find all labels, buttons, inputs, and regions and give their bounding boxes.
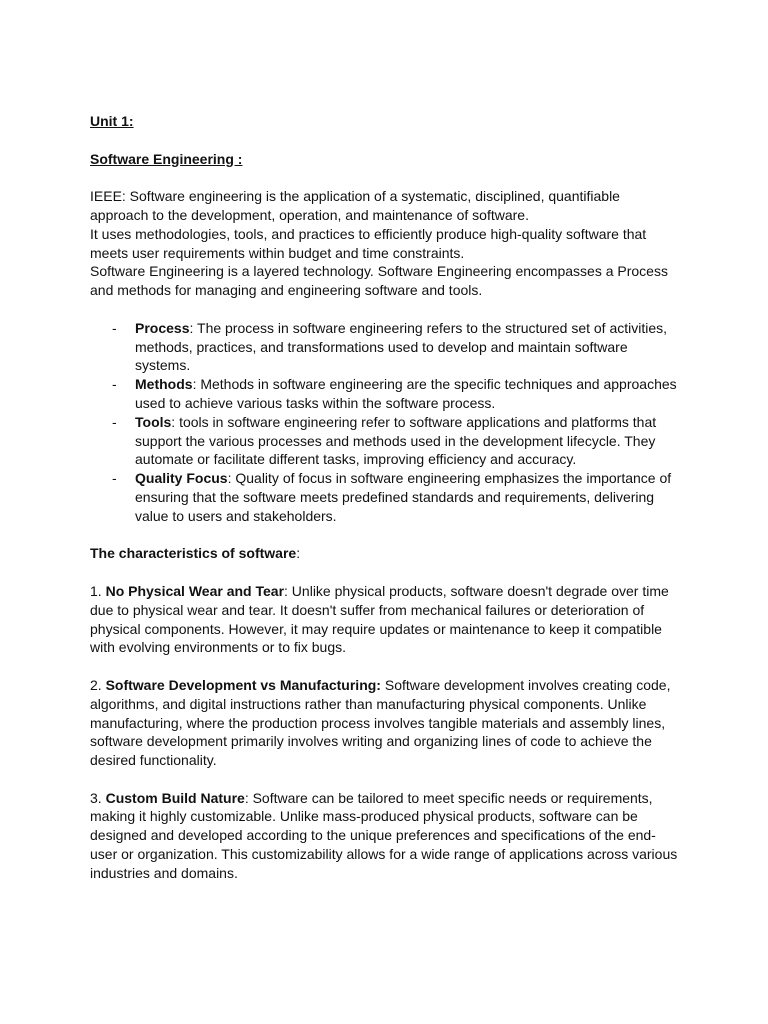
document-page: [90, 112, 682, 901]
characteristic-item-2: [90, 676, 682, 770]
term-custom-build: Custom Build Nature: [105, 789, 245, 806]
definition-methods: : Methods in software engineering are the specific techniques and approaches used to achieve various tasks within the software process.: [135, 376, 677, 411]
term-tools: Tools: [135, 413, 172, 430]
software-engineering-heading: Software Engineering :: [90, 150, 243, 167]
list-item-quality-focus: [90, 469, 682, 525]
unit-heading: Unit 1:: [90, 113, 134, 129]
definition-tools: : tools in software engineering refer to software applications and platforms that support the various processes and methods used in the development lifecycle. They automate or facilitate different tasks, improving efficiency and accuracy.: [135, 413, 657, 468]
dash-marker: -: [112, 470, 117, 487]
characteristics-heading-bold: The characteristics of software: [90, 545, 297, 562]
definition-process: : The process in software engineering refers to the structured set of activities, methods, practices, and transformations used to develop and maintain software systems.: [135, 319, 668, 374]
definition-quality-focus: : Quality of focus in software engineering emphasizes the importance of ensuring that the software meets predefined standards and requirements, delivering value to users and stakeholders.: [135, 470, 672, 524]
intro-section: [90, 187, 682, 300]
term-no-physical-wear: No Physical Wear and Tear: [105, 582, 285, 599]
dash-marker: -: [112, 376, 117, 393]
item-number: 2.: [90, 676, 106, 693]
item-number: 1.: [90, 582, 106, 599]
list-item-methods: [90, 375, 682, 413]
intro-paragraph-layered: Software Engineering is a layered technology. Software Engineering encompasses a Process and methods for managing and engineering software and tools.: [90, 263, 668, 299]
term-dev-vs-manufacturing: Software Development vs Manufacturing:: [105, 676, 381, 693]
term-methods: Methods: [135, 376, 193, 393]
layer-list: [90, 319, 682, 526]
list-item-process: [90, 319, 682, 375]
term-process: Process: [135, 319, 190, 336]
characteristics-heading: [90, 544, 682, 563]
characteristic-text: : Software can be tailored to meet specific needs or requirements, making it highly customizable. Unlike mass-produced physical products, software can be designed and developed according to the unique preferences and specifications of the end-user or organization. This customizability allows for a wide range of applications across various industries and domains.: [90, 789, 678, 881]
dash-marker: -: [112, 319, 117, 336]
intro-paragraph-ieee: IEEE: Software engineering is the application of a systematic, disciplined, quantifiable approach to the development, operation, and maintenance of software.: [90, 188, 620, 223]
characteristics-heading-colon: :: [296, 545, 301, 562]
characteristic-item-3: [90, 789, 682, 883]
dash-marker: -: [112, 413, 117, 430]
characteristic-item-1: [90, 582, 682, 657]
item-number: 3.: [90, 789, 106, 806]
characteristic-text: : Unlike physical products, software doesn't degrade over time due to physical wear and tear. It doesn't suffer from mechanical failures or deterioration of physical components. However, it may require updates or maintenance to keep it compatible with evolving environments or to fix bugs.: [90, 582, 669, 656]
intro-paragraph-methodologies: It uses methodologies, tools, and practices to efficiently produce high-quality software that meets user requirements within budget and time constraints.: [90, 225, 647, 261]
term-quality-focus: Quality Focus: [135, 470, 228, 487]
characteristic-text: Software development involves creating code, algorithms, and digital instructions rather than manufacturing physical components. Unlike manufacturing, where the production process involves tangible materials and assembly lines, software development primarily involves writing and organizing lines of code to achieve the desired functionality.: [90, 676, 671, 769]
list-item-tools: [90, 413, 682, 469]
